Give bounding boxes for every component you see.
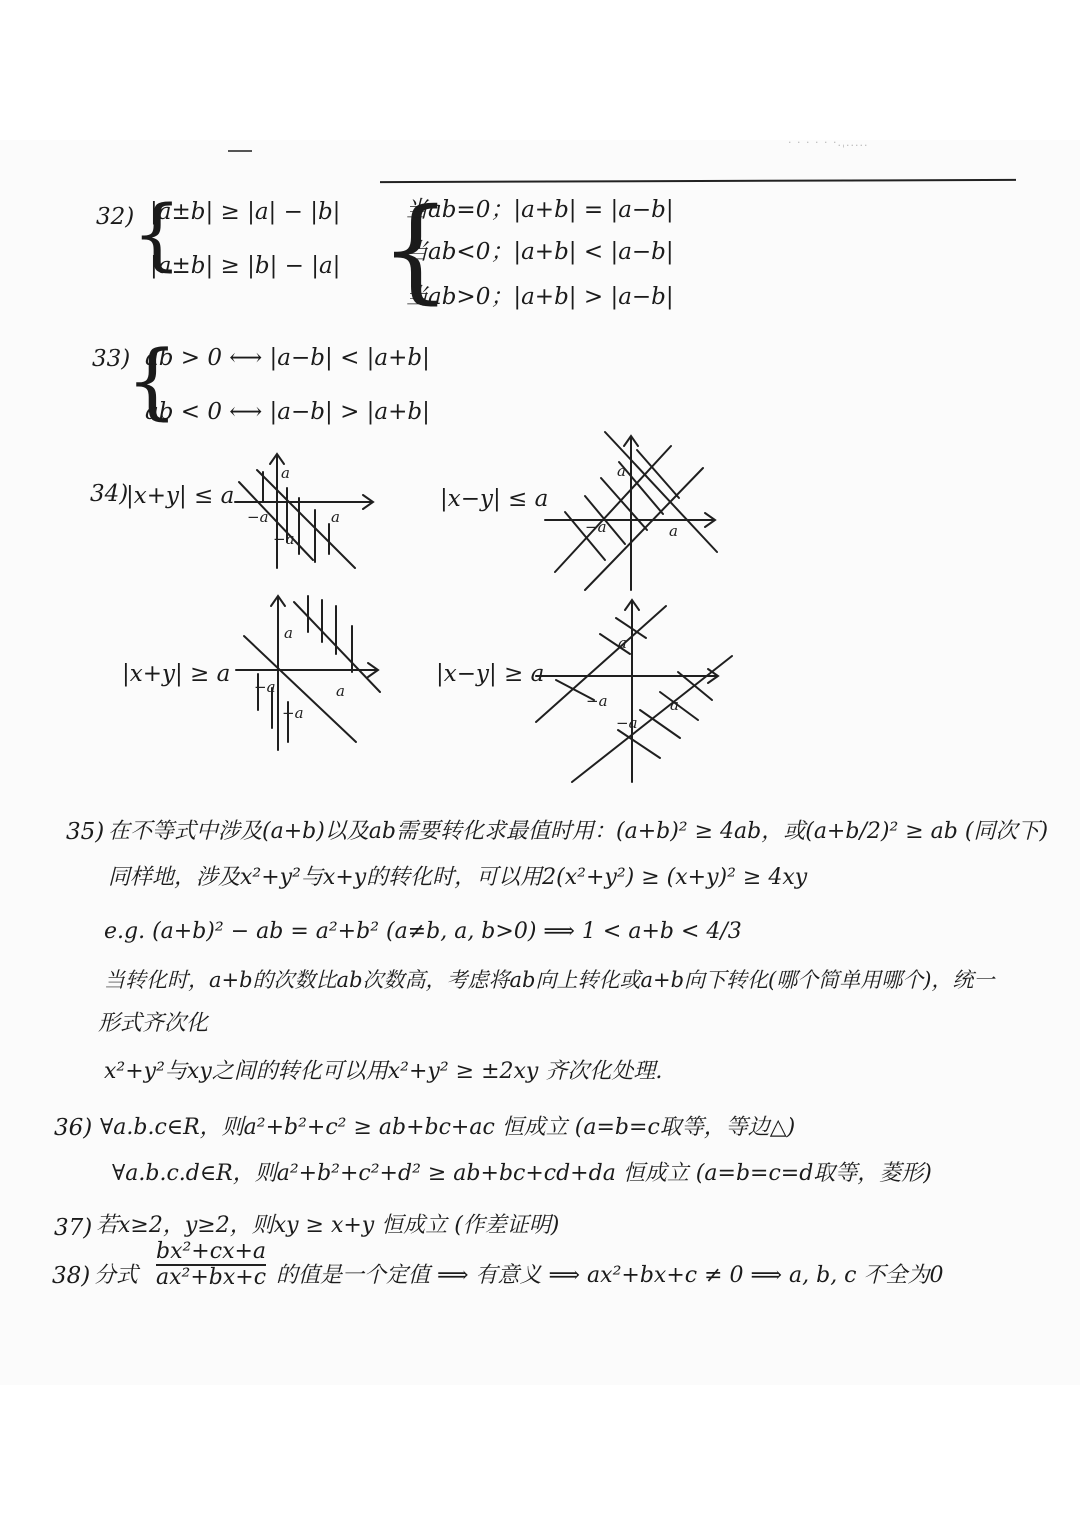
tick-label: a <box>281 464 290 482</box>
tick-label: −a <box>585 518 607 536</box>
item-38-number: 38) <box>52 1263 91 1289</box>
faint-header-text: · · · · · ·.ˌ..... <box>788 136 869 149</box>
graph-abs-x-minus-y-le-a <box>545 432 725 592</box>
graph-abs-x-minus-y-ge-a <box>536 596 736 786</box>
fraction-numerator: bx²+cx+a <box>156 1239 267 1264</box>
fraction-denominator: ax²+bx+c <box>156 1265 267 1290</box>
graph-abs-x-plus-y-le-a <box>235 450 385 570</box>
item-33-number: 33) <box>92 346 131 372</box>
graph-1-caption: |x+y| ≤ a <box>126 483 235 509</box>
item-35-line-4: 当转化时，a+b的次数比ab次数高，考虑将ab向上转化或a+b向下转化(哪个简单用哪个)，统一 <box>104 968 995 992</box>
hatch <box>618 730 660 758</box>
item-35-line-5: 形式齐次化 <box>98 1011 209 1036</box>
item-36-number: 36) <box>54 1115 93 1141</box>
item-37-text: 若x≥2，y≥2，则xy ≥ x+y 恒成立 (作差证明) <box>96 1213 560 1238</box>
item-37-number: 37) <box>54 1215 93 1241</box>
boundary-line-upper <box>555 446 671 572</box>
item-38-fraction <box>156 1240 266 1290</box>
item-38-prefix: 分式 <box>94 1263 139 1288</box>
item-36-line-2: ∀a.b.c.d∈R，则a²+b²+c²+d² ≥ ab+bc+cd+da 恒成立 (a=b=c=d取等，菱形) <box>112 1161 932 1186</box>
page-mark <box>228 150 252 152</box>
item-32-left-line-1: |a±b| ≥ |a| − |b| <box>150 199 341 225</box>
tick-label: a <box>617 462 626 480</box>
item-32-right-brace: { <box>380 185 452 315</box>
item-33-brace: { <box>126 334 179 429</box>
tick-label: a <box>618 634 627 652</box>
tick-label: −a <box>616 714 638 732</box>
tick-label: a <box>670 696 679 714</box>
tick-label: −a <box>282 704 304 722</box>
graph-3-caption: |x+y| ≥ a <box>122 661 231 687</box>
item-32-right-line-3: 当ab>0；|a+b| > |a−b| <box>405 284 674 310</box>
item-32-left-line-2: |a±b| ≥ |b| − |a| <box>150 253 341 279</box>
tick-label: a <box>284 624 293 642</box>
item-35-line-2: 同样地，涉及x²+y²与x+y的转化时，可以用2(x²+y²) ≥ (x+y)² ≥ 4xy <box>108 865 808 890</box>
item-36-line-1: ∀a.b.c∈R，则a²+b²+c² ≥ ab+bc+ac 恒成立 (a=b=c取等，等边△) <box>100 1115 796 1140</box>
item-38-suffix: 的值是一个定值 ⟹ 有意义 ⟹ ax²+bx+c ≠ 0 ⟹ a, b, c 不全为0 <box>276 1263 944 1288</box>
item-32-left-brace: { <box>132 190 182 280</box>
item-35-number: 35) <box>66 819 105 845</box>
item-33-line-2: ab < 0 ⟷ |a−b| > |a+b| <box>145 399 430 425</box>
graph-4-caption: |x−y| ≥ a <box>436 661 545 687</box>
item-32-number: 32) <box>96 204 135 230</box>
tick-label: a <box>336 682 345 700</box>
tick-label: −a <box>247 508 269 526</box>
graph-abs-x-plus-y-ge-a <box>236 592 386 752</box>
item-33-line-1: ab > 0 ⟷ |a−b| < |a+b| <box>145 345 430 371</box>
tick-label: −a <box>586 692 608 710</box>
item-34-number: 34) <box>90 481 129 507</box>
item-35-line-3: e.g. (a+b)² − ab = a²+b² (a≠b, a, b>0) ⟹ 1 < a+b < 4/3 <box>104 919 742 944</box>
item-35-line-6: x²+y²与xy之间的转化可以用x²+y² ≥ ±2xy 齐次化处理. <box>104 1059 663 1084</box>
item-35-line-1: 在不等式中涉及(a+b)以及ab需要转化求最值时用：(a+b)² ≥ 4ab，或(a+b/2)² ≥ ab (同次下) <box>108 819 1049 844</box>
tick-label: −a <box>254 678 276 696</box>
tick-label: a <box>331 508 340 526</box>
hatch <box>660 692 698 720</box>
item-32-right-line-2: 当ab<0；|a+b| < |a−b| <box>405 239 674 265</box>
diagonal-line <box>605 432 717 552</box>
tick-label: a <box>669 522 678 540</box>
graph-2-caption: |x−y| ≤ a <box>440 486 549 512</box>
item-32-right-line-1: 当ab=0；|a+b| = |a−b| <box>405 197 674 223</box>
tick-label: −a <box>273 530 295 548</box>
